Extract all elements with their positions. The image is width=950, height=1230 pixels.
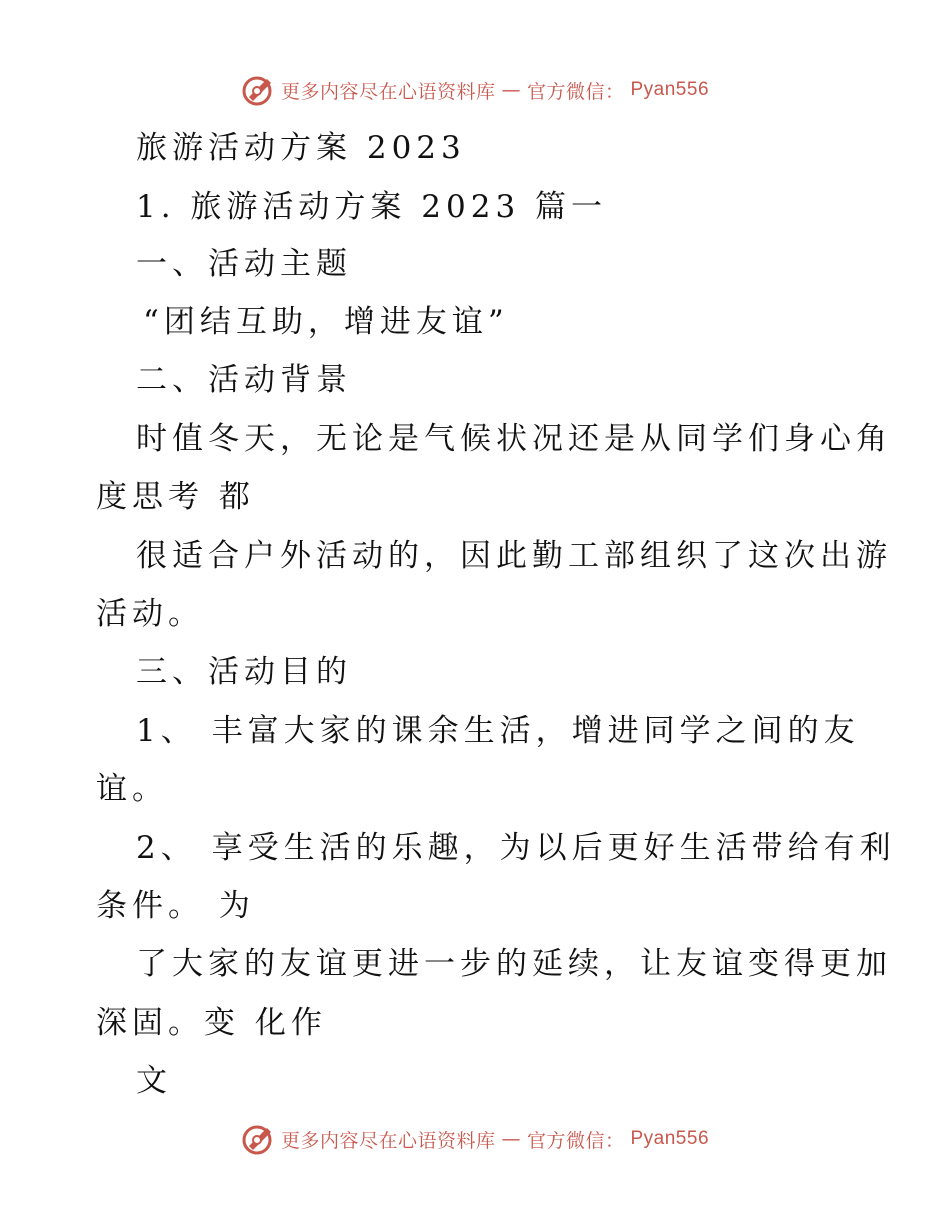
banner-wechat-label: 官方微信： — [526, 1129, 625, 1152]
header-watermark-banner — [0, 70, 950, 110]
paragraph-line: 2、 享受生活的乐趣，为以后更好生活带给有利 — [136, 830, 896, 866]
paragraph-line: 度思考 都 — [96, 479, 255, 515]
banner-separator: — — [501, 79, 521, 101]
banner-text: 更多内容尽在心语资料库 — [280, 1129, 496, 1152]
paragraph-line: 文 — [136, 1063, 172, 1099]
paragraph-line: 很适合户外活动的，因此勤工部组织了这次出游 — [136, 538, 892, 574]
paragraph-line: 1、 丰富大家的课余生活，增进同学之间的友 — [136, 713, 860, 749]
banner-wechat-id: Pyan556 — [630, 1128, 710, 1149]
banner-wechat-label: 官方微信： — [526, 80, 625, 103]
banner-text: 更多内容尽在心语资料库 — [280, 80, 496, 103]
paragraph-line: 深固。变 化作 — [96, 1005, 327, 1041]
paragraph-line: 了大家的友谊更进一步的延续，让友谊变得更加 — [136, 946, 892, 982]
paragraph-line: “团结互助，增进友谊” — [143, 304, 509, 340]
logo-icon — [241, 1122, 275, 1156]
banner-separator: — — [501, 1128, 521, 1150]
section-heading: 二、活动背景 — [136, 362, 352, 398]
paragraph-line: 谊。 — [96, 771, 168, 807]
section-heading: 1. 旅游活动方案 2023 篇一 — [136, 189, 608, 225]
paragraph-line: 条件。 为 — [96, 888, 255, 924]
section-heading: 一、活动主题 — [136, 246, 352, 282]
banner-wechat-id: Pyan556 — [630, 79, 710, 100]
logo-icon — [241, 73, 275, 107]
section-heading: 三、活动目的 — [136, 654, 352, 690]
paragraph-line: 活动。 — [96, 596, 204, 632]
paragraph-line: 时值冬天，无论是气候状况还是从同学们身心角 — [136, 421, 892, 457]
document-title: 旅游活动方案 2023 — [136, 130, 466, 166]
footer-watermark-banner — [0, 1119, 950, 1159]
